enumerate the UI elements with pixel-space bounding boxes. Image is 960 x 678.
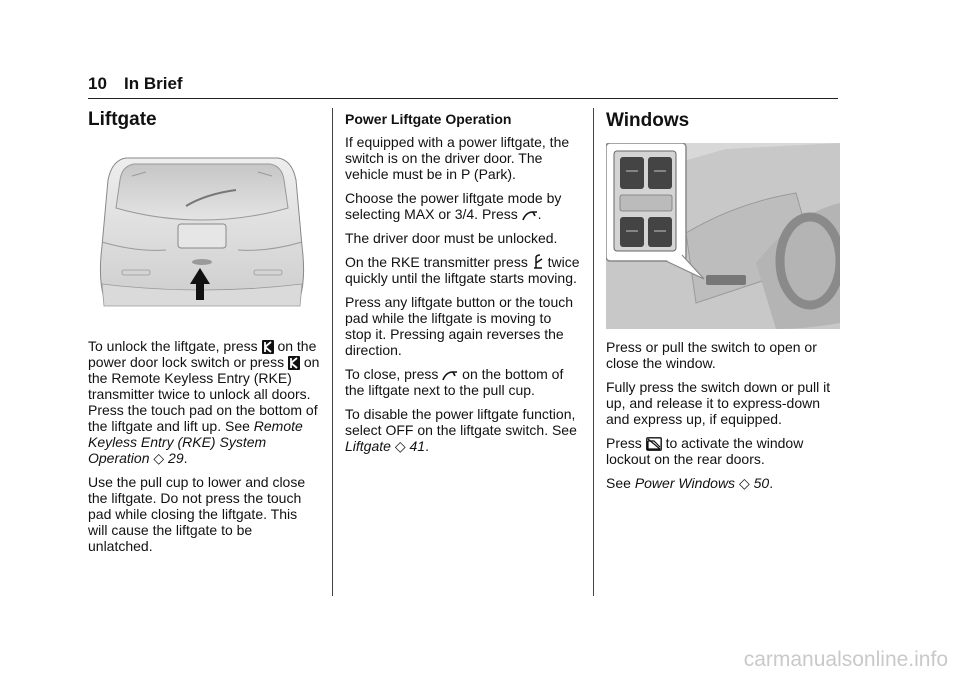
section-title: In Brief bbox=[124, 74, 183, 93]
power-windows-page-number[interactable]: 50 bbox=[753, 475, 770, 491]
liftgate-heading: Liftgate bbox=[88, 109, 157, 130]
power-liftgate-paragraph-7: To disable the power liftgate function, select OFF on the liftgate switch. See Liftgate ◇ 41. bbox=[345, 406, 577, 454]
liftgate-illustration bbox=[96, 146, 308, 316]
rke-reference-link[interactable]: Remote Keyless Entry (RKE) System Operation bbox=[88, 418, 303, 466]
liftgate-reference-link[interactable]: Liftgate bbox=[345, 438, 391, 454]
windows-paragraph-1: Press or pull the switch to open or close the window. bbox=[606, 339, 817, 371]
unlock-icon bbox=[262, 340, 274, 354]
page-number: 10 bbox=[88, 74, 107, 93]
window-switch-illustration bbox=[606, 143, 840, 329]
column-windows bbox=[606, 108, 842, 499]
column-divider bbox=[332, 108, 333, 596]
unlock-icon bbox=[288, 356, 300, 370]
power-liftgate-paragraph-6: To close, press on the bottom of the liftgate next to the pull cup. bbox=[345, 366, 564, 398]
column-power-liftgate bbox=[345, 108, 581, 462]
liftgate-icon bbox=[442, 370, 458, 382]
power-liftgate-heading: Power Liftgate Operation bbox=[345, 111, 512, 127]
windows-heading: Windows bbox=[606, 110, 690, 131]
power-liftgate-paragraph-4: On the RKE transmitter press twice quickly until the liftgate starts moving. bbox=[345, 254, 580, 286]
page-ref-symbol: ◇ bbox=[394, 438, 406, 454]
power-windows-reference-link[interactable]: Power Windows bbox=[634, 475, 736, 491]
power-liftgate-paragraph-2: Choose the power liftgate mode by selecting MAX or 3/4. Press . bbox=[345, 190, 562, 222]
header-rule bbox=[88, 98, 838, 99]
page-header bbox=[88, 72, 838, 100]
power-liftgate-paragraph-1: If equipped with a power liftgate, the switch is on the driver door. The vehicle must be in P (Park). bbox=[345, 134, 570, 182]
page-ref-symbol: ◇ bbox=[738, 475, 750, 491]
rke-page-number[interactable]: 29 bbox=[168, 450, 184, 466]
page-ref-symbol: ◇ bbox=[153, 450, 165, 466]
liftgate-page-number[interactable]: 41 bbox=[409, 438, 426, 454]
column-divider bbox=[593, 108, 594, 596]
liftgate-icon bbox=[522, 210, 538, 222]
power-liftgate-paragraph-3: The driver door must be unlocked. bbox=[345, 230, 558, 246]
liftgate-paragraph-1: To unlock the liftgate, press on the power door lock switch or press on the Remote Keyless Entry (RKE) transmitter twice to unlock all doors. Press the touch pad on the bottom of the liftgate and lift up. See Remote Keyless Entry (RKE) System Operation ◇ 29. bbox=[88, 338, 320, 466]
column-liftgate bbox=[88, 108, 320, 562]
watermark: carmanualsonline.info bbox=[743, 648, 948, 671]
windows-paragraph-2: Fully press the switch down or pull it up, and release it to express-down and express up, if equipped. bbox=[606, 379, 831, 427]
rke-liftgate-icon bbox=[532, 254, 544, 270]
power-liftgate-paragraph-5: Press any liftgate button or the touch pad while the liftgate is moving to stop it. Pressing again reverses the direction. bbox=[345, 294, 574, 358]
windows-paragraph-3: Press to activate the window lockout on the rear doors. bbox=[606, 435, 804, 467]
window-lockout-icon bbox=[646, 437, 662, 451]
windows-paragraph-4: See Power Windows ◇ 50. bbox=[606, 475, 774, 491]
liftgate-paragraph-2: Use the pull cup to lower and close the liftgate. Do not press the touch pad while closing the liftgate. This will cause the liftgate to be unlatched. bbox=[88, 474, 306, 554]
